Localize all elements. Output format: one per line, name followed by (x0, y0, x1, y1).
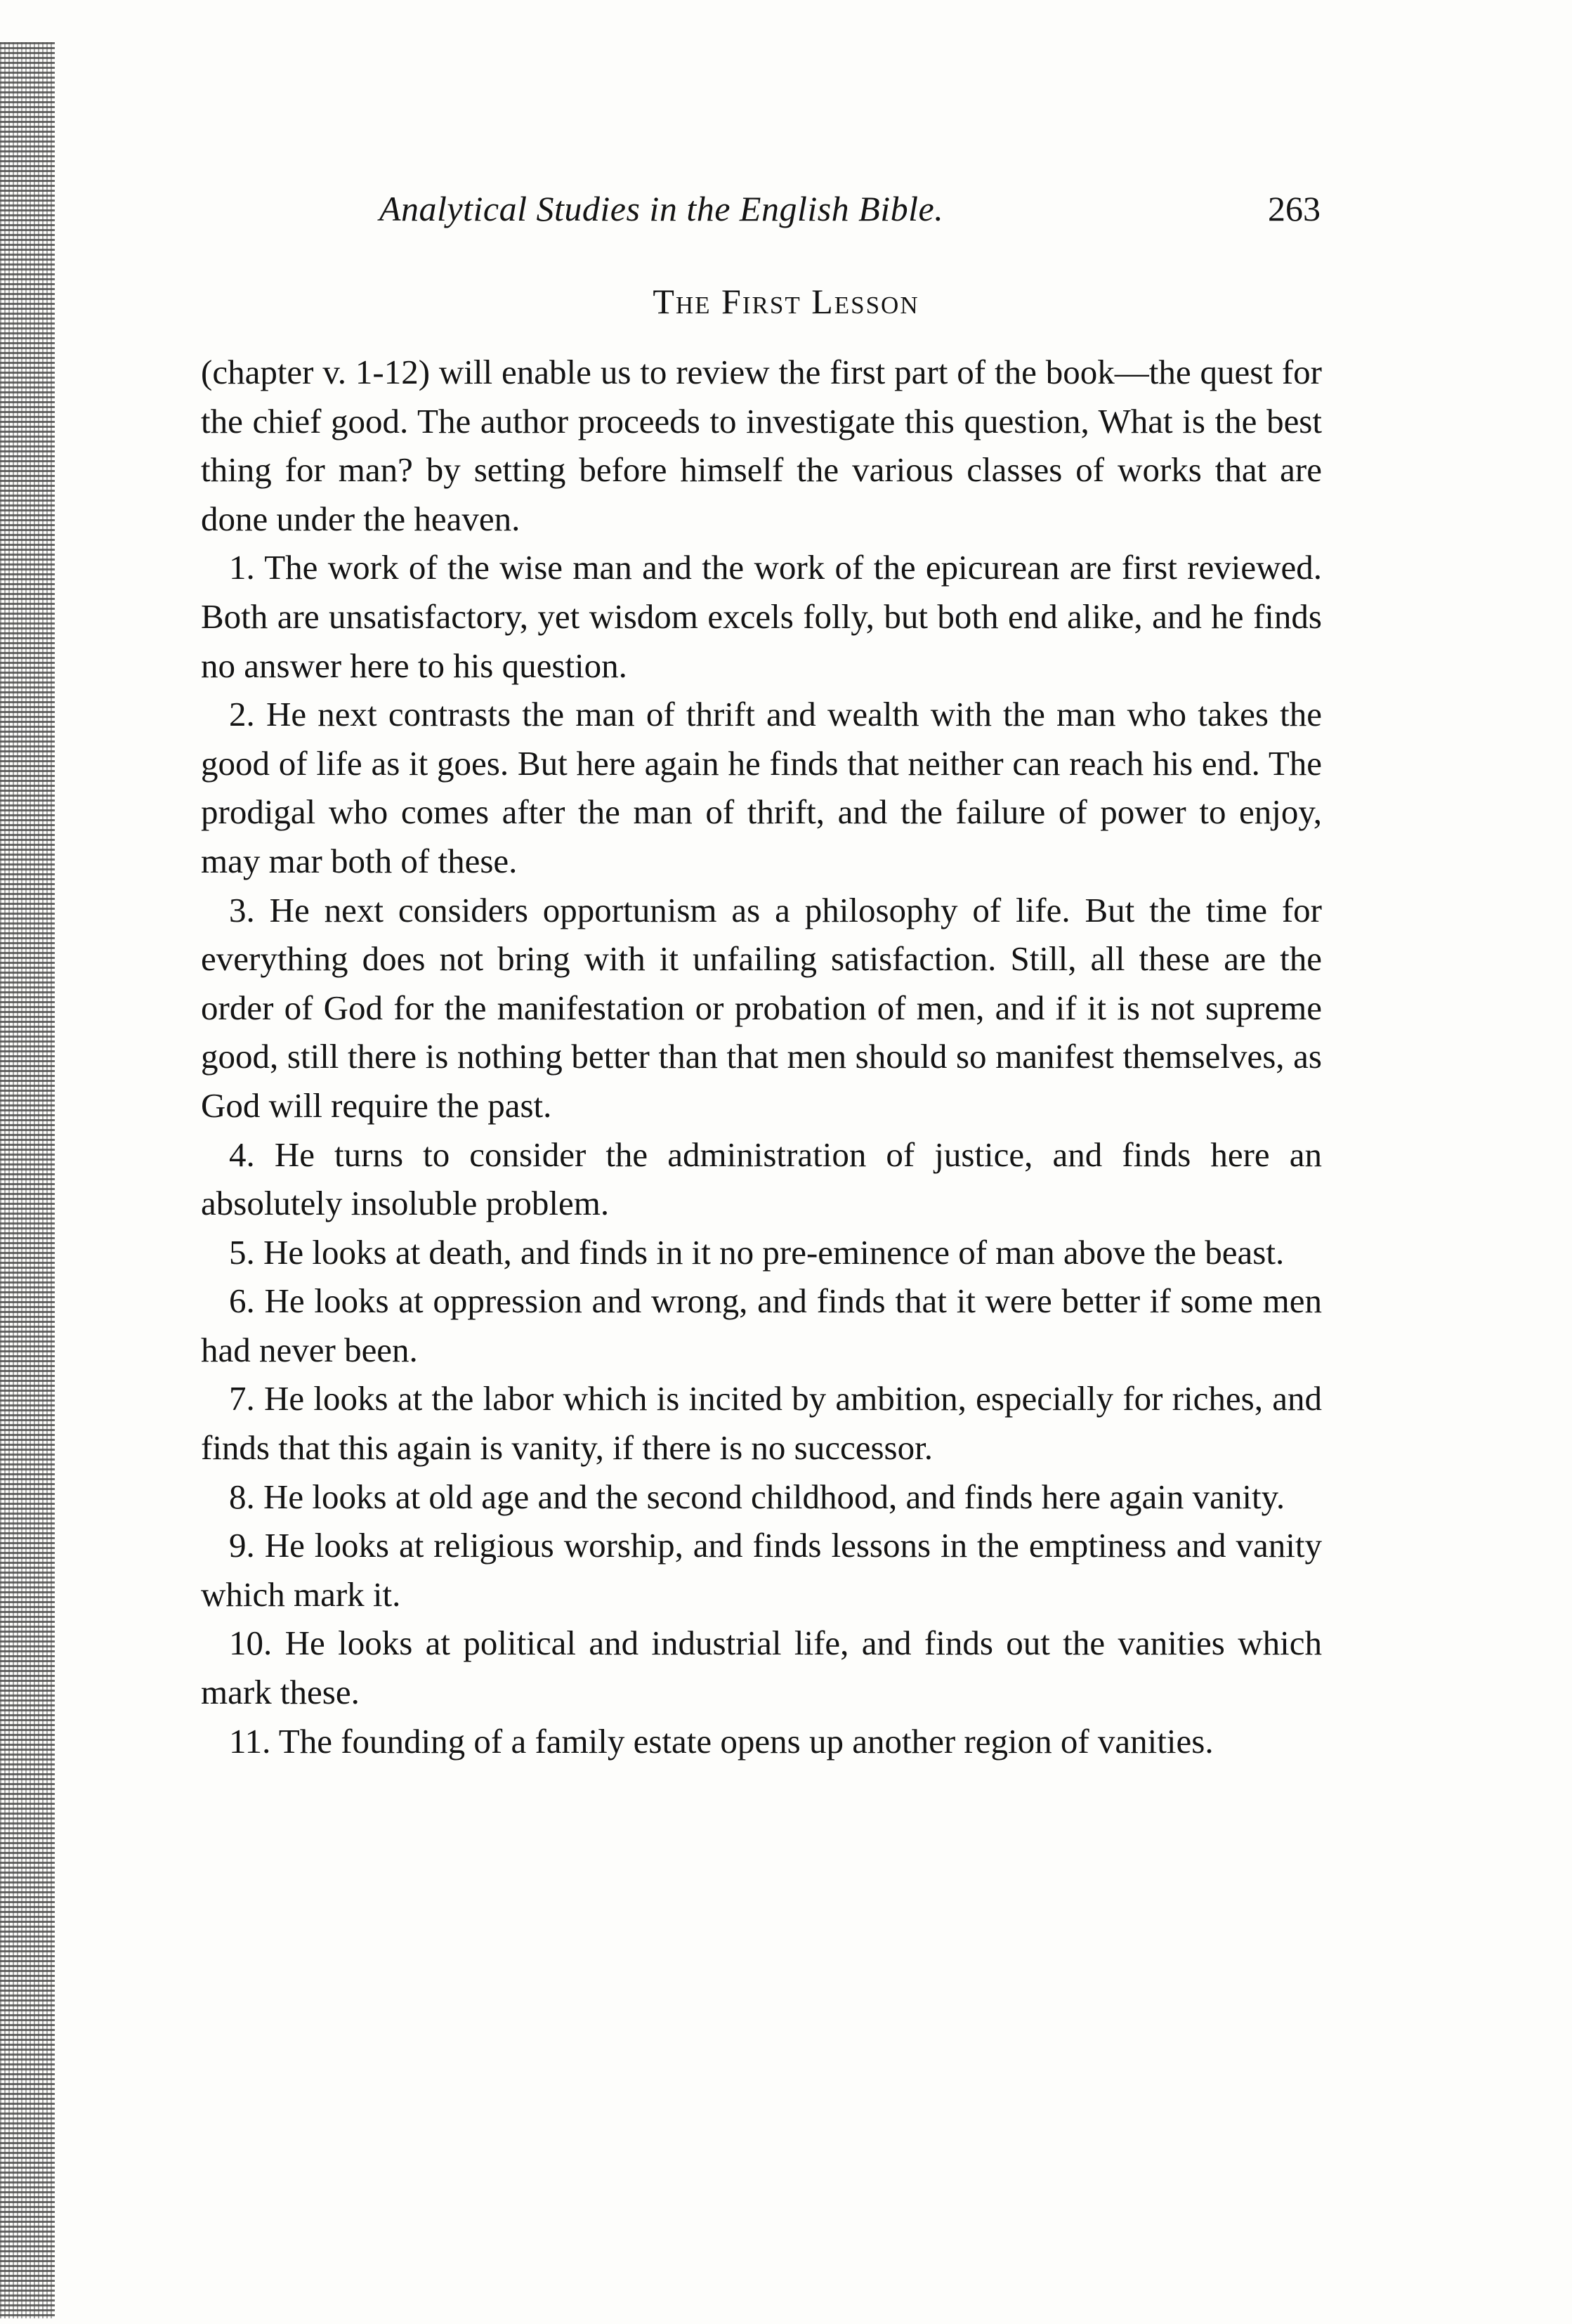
paragraph-item-6: 6. He looks at oppression and wrong, and finds that it were better if some men had never been. (201, 1281, 1322, 1369)
paragraph-item-2: 2. He next contrasts the man of thrift and wealth with the man who takes the good of life as it goes. But here again he finds that neither can reach his end. The prodigal who comes after the man of thrift, and the failure of power to enjoy, may mar both of these. (201, 695, 1322, 880)
paragraph-item-7: 7. He looks at the labor which is incited by ambition, especially for riches, and finds that this again is vanity, if there is no successor. (201, 1379, 1322, 1468)
paragraph-item-5: 5. He looks at death, and finds in it no pre-eminence of man above the beast. (229, 1232, 1285, 1272)
running-head (197, 188, 1321, 237)
page-number: 263 (1268, 189, 1321, 228)
section-heading: The First Lesson (653, 282, 919, 321)
binding-edge-shadow (0, 42, 55, 2318)
paragraph-item-4: 4. He turns to consider the administration of justice, and finds here an absolutely insoluble problem. (201, 1135, 1322, 1223)
body-text (201, 348, 1322, 1765)
paragraph-intro: (chapter v. 1-12) will enable us to review the first part of the book—the quest for the chief good. The author proceeds to investigate this question, What is the best thing for man? by setting before himself the various classes of works that are done under the heaven. (201, 353, 1322, 538)
paragraph-item-10: 10. He looks at political and industrial life, and finds out the vanities which mark these. (201, 1624, 1322, 1712)
paragraph-item-1: 1. The work of the wise man and the work of the epicurean are first reviewed. Both are unsatisfactory, yet wisdom excels folly, but both end alike, and he finds no answer here to his question. (201, 548, 1322, 685)
paragraph-item-11: 11. The founding of a family estate opens up another region of vanities. (229, 1721, 1214, 1761)
paragraph-item-3: 3. He next considers opportunism as a philosophy of life. But the time for everything does not bring with it unfailing satisfaction. Still, all these are the order of God for the manifestation or probation of men, and if it is not supreme good, still there is nothing better than that men should so manifest themselves, as God will require the past. (201, 890, 1322, 1125)
paragraph-item-8: 8. He looks at old age and the second childhood, and finds here again vanity. (229, 1477, 1285, 1516)
paragraph-item-9: 9. He looks at religious worship, and finds lessons in the emptiness and vanity which mark it. (201, 1526, 1322, 1614)
running-title: Analytical Studies in the English Bible. (379, 189, 944, 228)
